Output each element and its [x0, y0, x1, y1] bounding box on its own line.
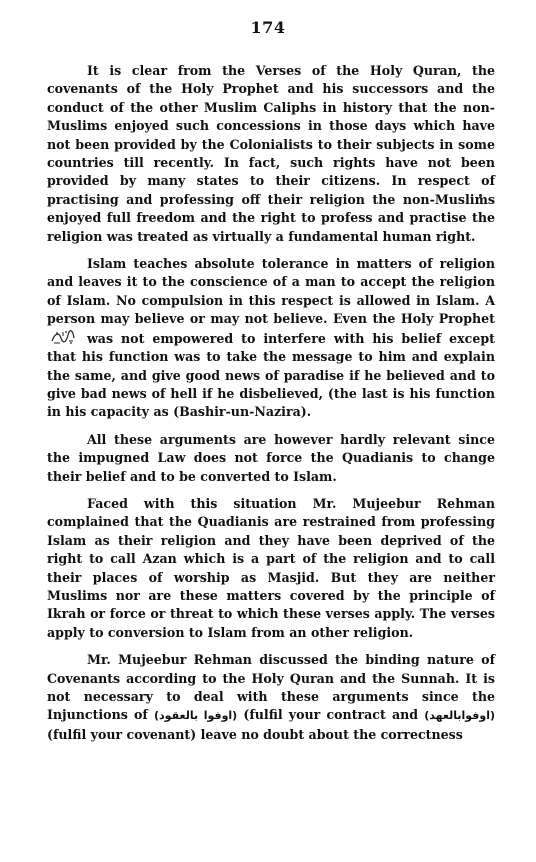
salutation-calligraphy-icon: [50, 329, 76, 345]
paragraph-5-text-1: Mr. Mujeebur Rehman discussed the binding nature of Covenants according to the Holy Quran and the Sunnah. It is not necessary to deal with these arguments since the Injunctions of: [47, 652, 495, 723]
page-number: 174: [250, 18, 286, 37]
arabic-quote-covenant: (اوفوابالعهد): [424, 709, 495, 723]
paragraph-5: [47, 651, 495, 744]
paragraph-3: All these arguments are however hardly relevant since the impugned Law does not force the Quadianis to change their belief and to be converted to Islam.: [47, 431, 495, 484]
page-body: [47, 62, 495, 753]
arabic-quote-contracts: (اوفوا بالعقود): [154, 709, 238, 723]
paragraph-2: [47, 255, 495, 422]
paragraph-2-text-before: Islam teaches absolute tolerance in matters of religion and leaves it to the conscience of a man to accept the religion of Islam. No compulsion in this respect is allowed in Islam. A person may believe or may not believe. Even the Holy Prophet: [47, 256, 495, 327]
paragraph-2-text-after: was not empowered to interfere with his belief except that his function was to take the message to him and explain the same, and give good news of paradise if he believed and to give bad news of hell if he disbelieved, (the last is his function in his capacity as (Bashir-un-Nazira).: [47, 330, 495, 420]
paragraph-5-text-3: (fulfil your covenant) leave no doubt about the correctness: [47, 726, 463, 742]
paragraph-5-text-2: (fulfil your contract and: [243, 707, 419, 723]
paragraph-1: It is clear from the Verses of the Holy Quran, the covenants of the Holy Prophet and his successors and the conduct of the other Muslim Caliphs in history that the non-Muslims enjoyed such concessions in those days which have not been provided by the Colonialists to their subjects in some countries till recently. In fact, such rights have not been provided by many states to their citizens. In respect of practising and professing off their religion the non-Muslims enjoyed full freedom and the right to profess and practise the religion was treated as virtually a fundamental human right.: [47, 63, 495, 244]
paragraph-4: Faced with this situation Mr. Mujeebur Rehman complained that the Quadianis are restrained from professing Islam as their religion and they have been deprived of the right to call Azan which is a part of the religion and to call their places of worship as Masjid. But they are neither Muslims nor are these matters covered by the principle of Ikrah or force or threat to which these verses apply. The verses apply to conversion to Islam from an other religion.: [47, 495, 495, 640]
